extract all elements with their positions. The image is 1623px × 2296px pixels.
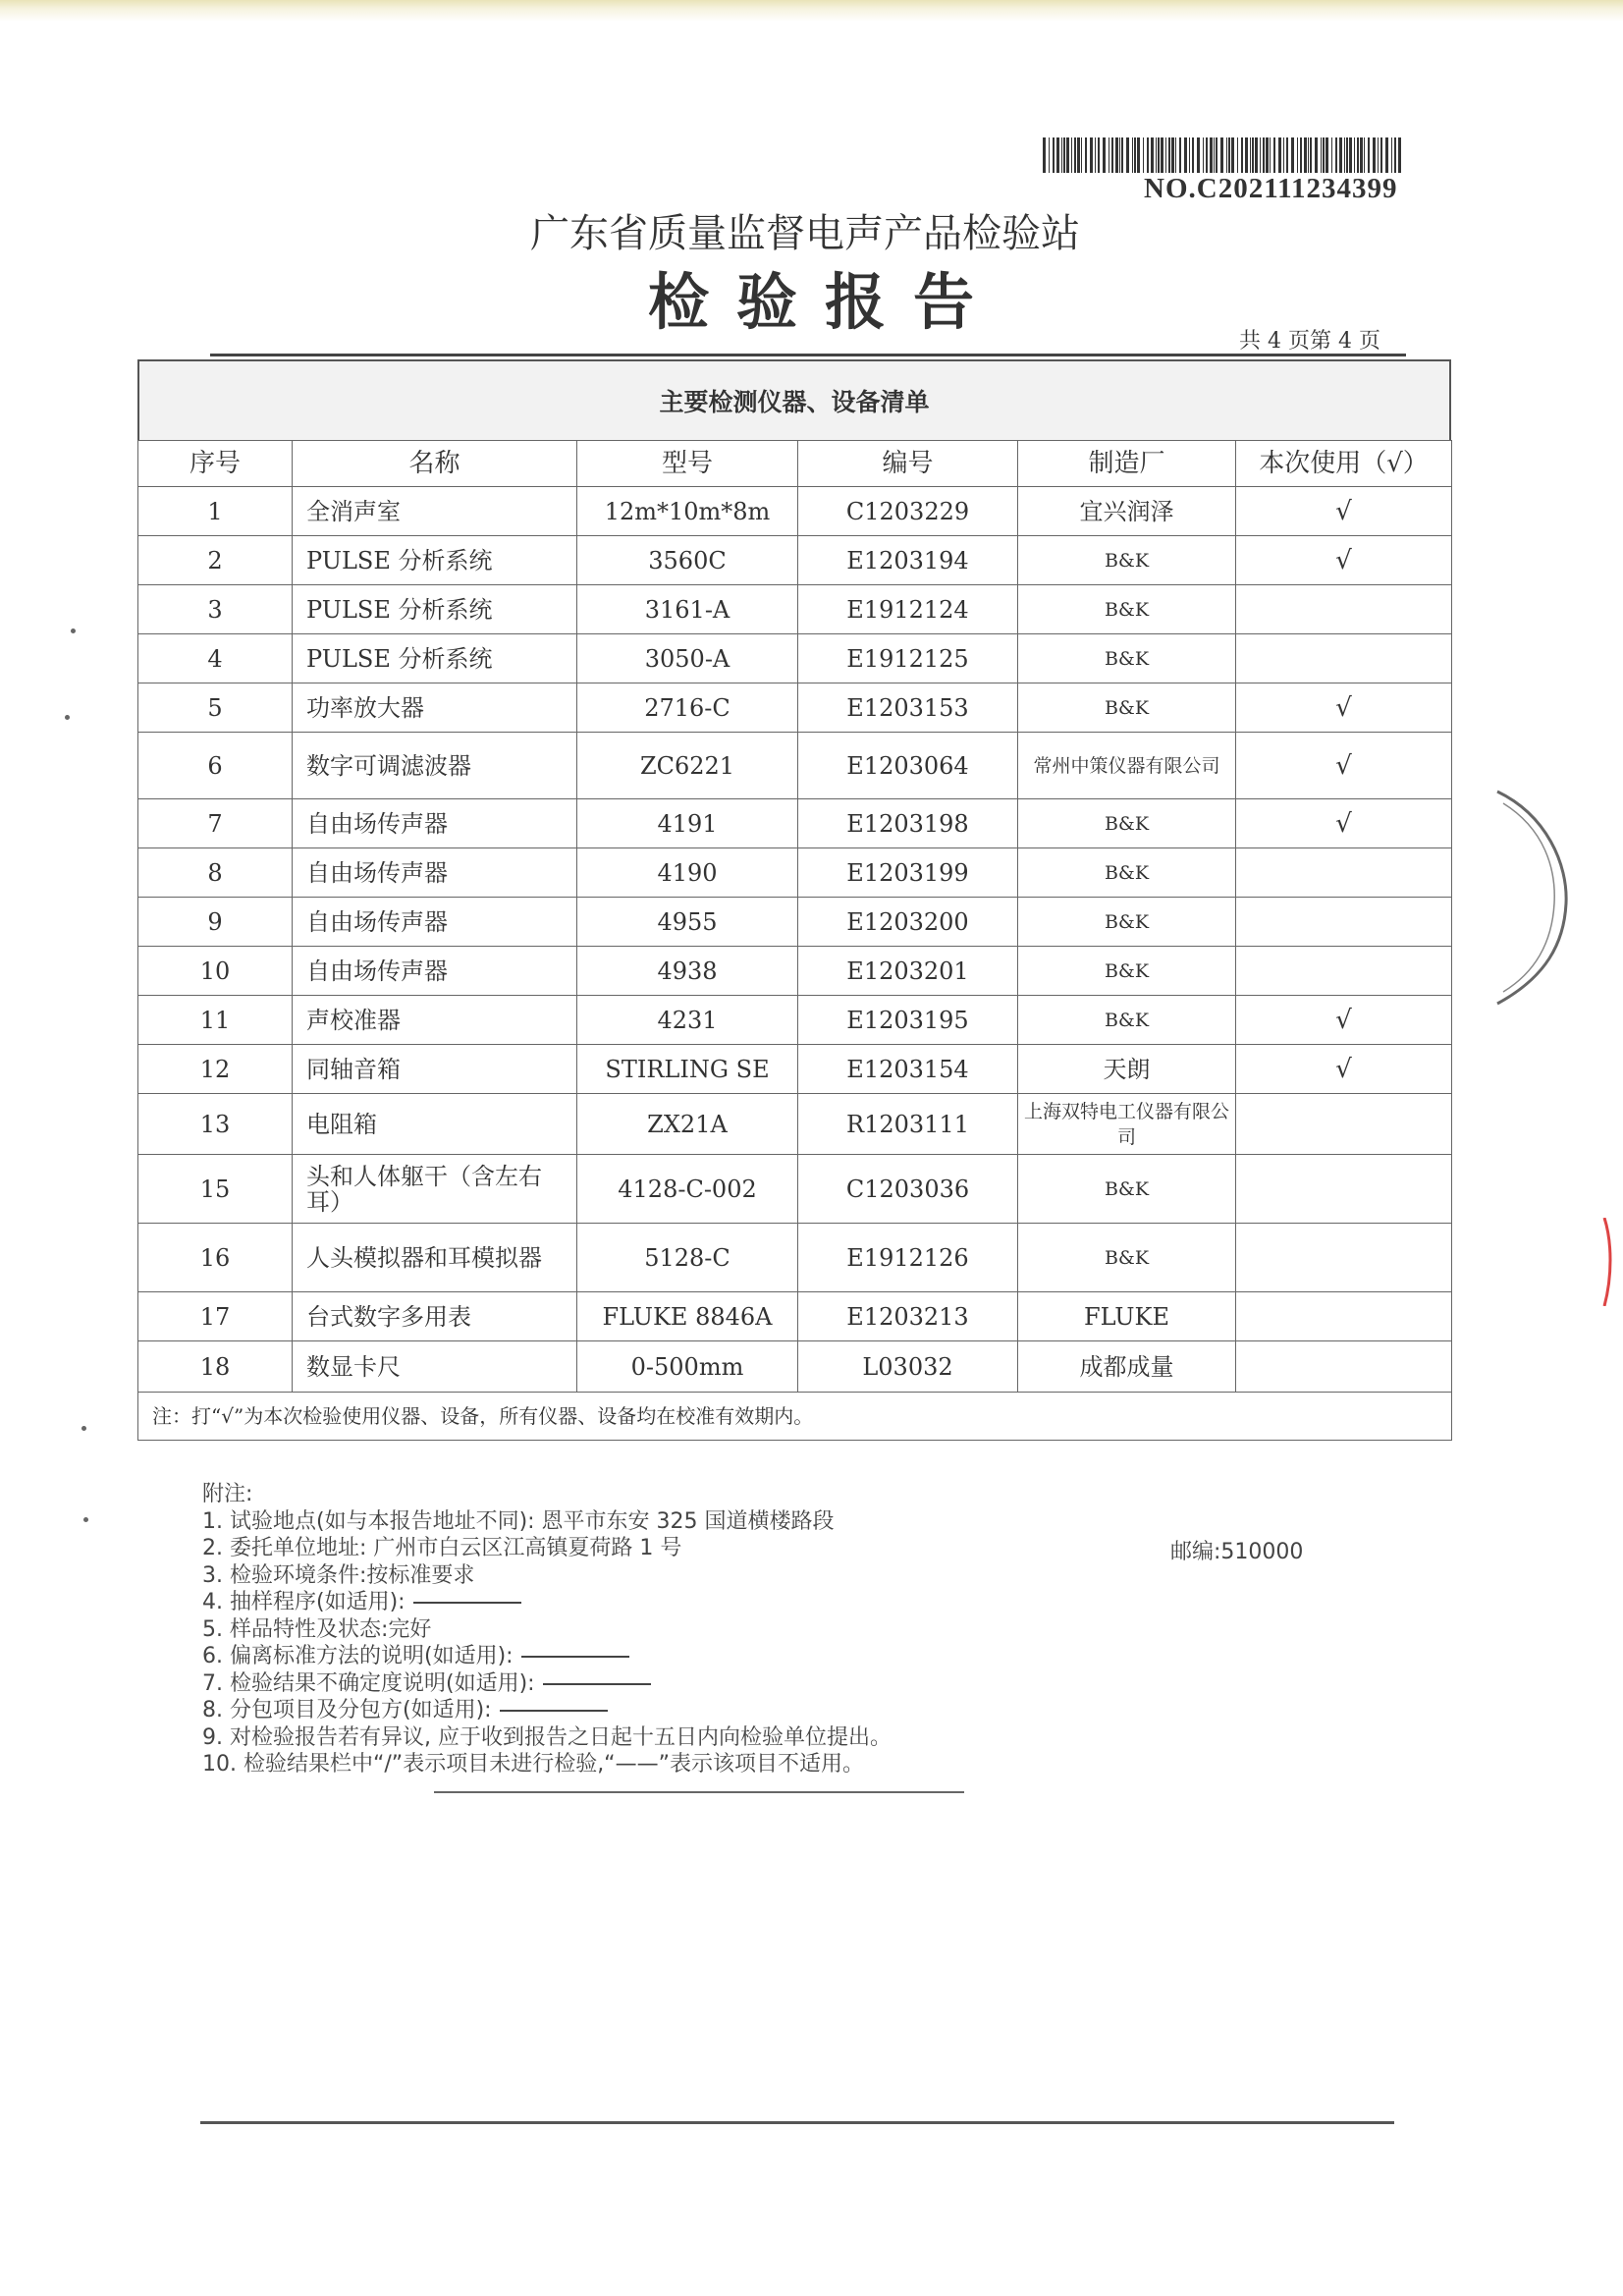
serial-number: E1203153 (798, 683, 1018, 733)
serial-number: R1203111 (798, 1094, 1018, 1155)
table-row (138, 1224, 1452, 1292)
barcode-bar (1049, 137, 1050, 173)
equipment-name: 人头模拟器和耳模拟器 (293, 1224, 577, 1292)
blank-dash (500, 1710, 608, 1712)
barcode-bar (1266, 137, 1269, 173)
manufacturer: B&K (1018, 536, 1236, 585)
equipment-name: 同轴音箱 (293, 1045, 577, 1094)
barcode-bar (1165, 137, 1166, 173)
equipment-name: 功率放大器 (293, 683, 577, 733)
barcode-bar (1179, 137, 1181, 173)
row-index: 15 (138, 1155, 293, 1224)
table-note-row (138, 1393, 1452, 1441)
barcode-bar (1192, 137, 1194, 173)
model: 3161-A (577, 585, 798, 634)
barcode-bar (1203, 137, 1204, 173)
barcode-bar (1158, 137, 1160, 173)
bottom-rule (200, 2121, 1394, 2124)
barcode-bar (1260, 137, 1261, 173)
barcode-bar (1214, 137, 1215, 173)
row-index: 17 (138, 1292, 293, 1341)
equipment-name: PULSE 分析系统 (293, 536, 577, 585)
barcode-bar (1220, 137, 1223, 173)
used-check (1236, 1224, 1452, 1292)
barcode-bar (1143, 137, 1144, 173)
barcode-bar (1291, 137, 1294, 173)
barcode-bar (1354, 137, 1355, 173)
manufacturer: 宜兴润泽 (1018, 487, 1236, 536)
barcode-bar (1304, 137, 1307, 173)
barcode-bar (1134, 137, 1136, 173)
row-index: 12 (138, 1045, 293, 1094)
row-index: 16 (138, 1224, 293, 1292)
note-item-with-dash (202, 1697, 892, 1724)
barcode-bar (1360, 137, 1363, 173)
equipment-name: 自由场传声器 (293, 848, 577, 898)
used-check: √ (1236, 996, 1452, 1045)
used-check: √ (1236, 683, 1452, 733)
used-check: √ (1236, 487, 1452, 536)
column-header: 制造厂 (1018, 441, 1236, 487)
column-header: 序号 (138, 441, 293, 487)
model: 4191 (577, 799, 798, 848)
equipment-name: 台式数字多用表 (293, 1292, 577, 1341)
barcode-bar (1151, 137, 1154, 173)
equipment-name: 自由场传声器 (293, 898, 577, 947)
barcode-bar (1216, 137, 1217, 173)
barcode-bar (1231, 137, 1234, 173)
barcode-bar (1391, 137, 1392, 173)
barcode-bar (1063, 137, 1065, 173)
barcode-bar (1095, 137, 1096, 173)
model: 2716-C (577, 683, 798, 733)
table-row (138, 1292, 1452, 1341)
barcode-bar (1364, 137, 1365, 173)
model: 3560C (577, 536, 798, 585)
barcode-bar (1077, 137, 1080, 173)
barcode-bar (1373, 137, 1376, 173)
barcode-bar (1226, 137, 1227, 173)
manufacturer: B&K (1018, 1155, 1236, 1224)
column-header: 本次使用（√） (1236, 441, 1452, 487)
table-row (138, 536, 1452, 585)
manufacturer: 成都成量 (1018, 1341, 1236, 1393)
scan-speck (65, 715, 70, 720)
model: FLUKE 8846A (577, 1292, 798, 1341)
used-check (1236, 848, 1452, 898)
barcode-bar (1394, 137, 1396, 173)
barcode-bar (1339, 137, 1342, 173)
note-item: 9. 对检验报告若有异议, 应于收到报告之日起十五日内向检验单位提出。 (202, 1724, 892, 1750)
row-index: 5 (138, 683, 293, 733)
row-index: 13 (138, 1094, 293, 1155)
manufacturer: B&K (1018, 947, 1236, 996)
barcode-bar (1368, 137, 1370, 173)
barcode-bar (1323, 137, 1325, 173)
row-index: 9 (138, 898, 293, 947)
barcode-bar (1325, 137, 1328, 173)
barcode-bar (1357, 137, 1359, 173)
barcode-bar (1310, 137, 1312, 173)
barcode-bar (1081, 137, 1082, 173)
barcode-bar (1161, 137, 1163, 173)
equipment-name: 声校准器 (293, 996, 577, 1045)
used-check (1236, 585, 1452, 634)
row-index: 10 (138, 947, 293, 996)
note-item: 5. 样品特性及状态:完好 (202, 1616, 432, 1642)
barcode-bar (1103, 137, 1106, 173)
serial-number: C1203229 (798, 487, 1018, 536)
model: 5128-C (577, 1224, 798, 1292)
used-check: √ (1236, 799, 1452, 848)
barcode-bar (1056, 137, 1059, 173)
barcode-bar (1315, 137, 1318, 173)
barcode-bar (1331, 137, 1332, 173)
manufacturer: B&K (1018, 1224, 1236, 1292)
serial-number: C1203036 (798, 1155, 1018, 1224)
scan-speck (71, 629, 76, 633)
row-index: 8 (138, 848, 293, 898)
barcode-bar (1308, 137, 1309, 173)
serial-number: E1203198 (798, 799, 1018, 848)
note-item: 2. 委托单位地址: 广州市白云区江高镇夏荷路 1 号 (202, 1536, 682, 1560)
table-row (138, 947, 1452, 996)
barcode-bar (1197, 137, 1200, 173)
barcode-bar (1074, 137, 1076, 173)
row-index: 3 (138, 585, 293, 634)
barcode-bar (1321, 137, 1322, 173)
barcode-bar (1380, 137, 1382, 173)
serial-number: E1203200 (798, 898, 1018, 947)
barcode-bar (1098, 137, 1100, 173)
red-stamp-edge (1602, 1218, 1614, 1306)
barcode-bar (1273, 137, 1275, 173)
manufacturer: 上海双特电工仪器有限公司 (1018, 1094, 1236, 1155)
barcode-bar (1184, 137, 1187, 173)
barcode-bar (1245, 137, 1248, 173)
scan-speck (81, 1426, 86, 1431)
equipment-table (137, 359, 1451, 1441)
model: 0-500mm (577, 1341, 798, 1393)
table-row (138, 1045, 1452, 1094)
postcode: 邮编:510000 (1170, 1540, 1304, 1564)
column-header: 编号 (798, 441, 1018, 487)
blank-dash (521, 1656, 629, 1658)
table-title: 主要检测仪器、设备清单 (137, 359, 1451, 440)
serial-number: E1203154 (798, 1045, 1018, 1094)
manufacturer: B&K (1018, 634, 1236, 683)
barcode-bar (1147, 137, 1149, 173)
row-index: 18 (138, 1341, 293, 1393)
manufacturer: FLUKE (1018, 1292, 1236, 1341)
serial-number: L03032 (798, 1341, 1018, 1393)
barcode-bar (1061, 137, 1062, 173)
barcode-bar (1228, 137, 1230, 173)
model: 3050-A (577, 634, 798, 683)
barcode-bar (1241, 137, 1243, 173)
barcode-bar (1250, 137, 1251, 173)
note-item: 4. 抽样程序(如适用): (202, 1590, 406, 1614)
model: ZC6221 (577, 733, 798, 799)
row-index: 6 (138, 733, 293, 799)
report-number: NO.C202111234399 (1144, 173, 1398, 204)
barcode-bar (1255, 137, 1258, 173)
model: ZX21A (577, 1094, 798, 1155)
note-item-with-dash (202, 1670, 892, 1698)
barcode-bar (1278, 137, 1281, 173)
serial-number: E1203201 (798, 947, 1018, 996)
model: 4955 (577, 898, 798, 947)
note-item-with-dash (202, 1643, 892, 1670)
seal-stamp-fragment (1478, 786, 1586, 1011)
barcode-bar (1090, 137, 1093, 173)
notes-heading: 附注: (202, 1482, 253, 1506)
table-row (138, 683, 1452, 733)
note-item: 10. 检验结果栏中“/”表示项目未进行检验,“——”表示该项目不适用。 (202, 1752, 864, 1777)
manufacturer: B&K (1018, 683, 1236, 733)
used-check (1236, 947, 1452, 996)
serial-number: E1203195 (798, 996, 1018, 1045)
serial-number: E1203199 (798, 848, 1018, 898)
serial-number: E1912124 (798, 585, 1018, 634)
barcode-bar (1121, 137, 1123, 173)
blank-dash (543, 1683, 651, 1685)
equipment-name: 自由场传声器 (293, 947, 577, 996)
table-row (138, 799, 1452, 848)
barcode-bar (1252, 137, 1254, 173)
barcode-bar (1346, 137, 1348, 173)
barcode-bar (1300, 137, 1302, 173)
barcode-bar (1189, 137, 1190, 173)
barcode-bar (1210, 137, 1213, 173)
used-check (1236, 898, 1452, 947)
end-rule (434, 1791, 964, 1793)
note-item: 3. 检验环境条件:按标准要求 (202, 1562, 475, 1588)
serial-number: E1912125 (798, 634, 1018, 683)
manufacturer: B&K (1018, 996, 1236, 1045)
barcode-bar (1263, 137, 1265, 173)
model: 4938 (577, 947, 798, 996)
barcode (1043, 137, 1406, 173)
equipment-name: PULSE 分析系统 (293, 585, 577, 634)
serial-number: E1912126 (798, 1224, 1018, 1292)
equipment-name: 自由场传声器 (293, 799, 577, 848)
row-index: 1 (138, 487, 293, 536)
barcode-bar (1398, 137, 1401, 173)
note-item: 7. 检验结果不确定度说明(如适用): (202, 1670, 535, 1696)
barcode-bar (1053, 137, 1055, 173)
used-check (1236, 634, 1452, 683)
table-row (138, 487, 1452, 536)
page-info: 共 4 页第 4 页 (1239, 329, 1380, 354)
notes-section (202, 1481, 892, 1778)
barcode-bar (1286, 137, 1288, 173)
used-check (1236, 1292, 1452, 1341)
equipment-name: 头和人体躯干（含左右耳） (293, 1155, 577, 1224)
table-row (138, 898, 1452, 947)
serial-number: E1203213 (798, 1292, 1018, 1341)
used-check: √ (1236, 1045, 1452, 1094)
barcode-bar (1156, 137, 1157, 173)
barcode-bar (1349, 137, 1352, 173)
manufacturer: B&K (1018, 848, 1236, 898)
table-row (138, 848, 1452, 898)
used-check: √ (1236, 733, 1452, 799)
model: 4231 (577, 996, 798, 1045)
table-note: 注：打“√”为本次检验使用仪器、设备，所有仪器、设备均在校准有效期内。 (138, 1393, 1452, 1441)
manufacturer: B&K (1018, 585, 1236, 634)
serial-number: E1203194 (798, 536, 1018, 585)
note-item-with-dash (202, 1589, 892, 1616)
barcode-bar (1171, 137, 1174, 173)
equipment-name: PULSE 分析系统 (293, 634, 577, 683)
barcode-bar (1297, 137, 1298, 173)
table-row (138, 733, 1452, 799)
used-check: √ (1236, 536, 1452, 585)
manufacturer: 常州中策仪器有限公司 (1018, 733, 1236, 799)
manufacturer: B&K (1018, 799, 1236, 848)
page-top-edge (0, 0, 1623, 22)
table-row (138, 1094, 1452, 1155)
barcode-bar (1071, 137, 1072, 173)
used-check (1236, 1094, 1452, 1155)
row-index: 2 (138, 536, 293, 585)
blank-dash (413, 1602, 521, 1604)
serial-number: E1203064 (798, 733, 1018, 799)
barcode-bar (1085, 137, 1087, 173)
equipment-name: 数显卡尺 (293, 1341, 577, 1393)
table-row (138, 1155, 1452, 1224)
barcode-bar (1283, 137, 1284, 173)
row-index: 7 (138, 799, 293, 848)
model: 12m*10m*8m (577, 487, 798, 536)
barcode-bar (1111, 137, 1113, 173)
barcode-bar (1137, 137, 1140, 173)
barcode-bar (1335, 137, 1337, 173)
table-row (138, 634, 1452, 683)
note-item: 8. 分包项目及分包方(如适用): (202, 1698, 492, 1722)
scan-speck (83, 1517, 88, 1522)
report-title: 检验报告 (648, 266, 1002, 338)
model: 4128-C-002 (577, 1155, 798, 1224)
barcode-bar (1115, 137, 1118, 173)
manufacturer: B&K (1018, 898, 1236, 947)
table-row (138, 1341, 1452, 1393)
row-index: 4 (138, 634, 293, 683)
title-rule (210, 354, 1406, 356)
barcode-bar (1043, 137, 1046, 173)
equipment-name: 电阻箱 (293, 1094, 577, 1155)
barcode-bar (1066, 137, 1069, 173)
used-check (1236, 1341, 1452, 1393)
column-header: 型号 (577, 441, 798, 487)
barcode-bar (1126, 137, 1129, 173)
barcode-bar (1132, 137, 1133, 173)
note-item: 6. 偏离标准方法的说明(如适用): (202, 1644, 514, 1668)
barcode-bar (1385, 137, 1388, 173)
model: 4190 (577, 848, 798, 898)
table-header-row (138, 441, 1452, 487)
used-check (1236, 1155, 1452, 1224)
barcode-bar (1237, 137, 1238, 173)
column-header: 名称 (293, 441, 577, 487)
table-row (138, 585, 1452, 634)
equipment-name: 数字可调滤波器 (293, 733, 577, 799)
barcode-bar (1168, 137, 1170, 173)
manufacturer: 天朗 (1018, 1045, 1236, 1094)
barcode-bar (1206, 137, 1208, 173)
barcode-bar (1119, 137, 1120, 173)
table-row (138, 996, 1452, 1045)
row-index: 11 (138, 996, 293, 1045)
note-item: 1. 试验地点(如与本报告地址不同): 恩平市东安 325 国道横楼路段 (202, 1508, 835, 1534)
model: STIRLING SE (577, 1045, 798, 1094)
barcode-bar (1344, 137, 1345, 173)
barcode-bar (1270, 137, 1271, 173)
equipment-name: 全消声室 (293, 487, 577, 536)
barcode-bar (1378, 137, 1379, 173)
barcode-bar (1175, 137, 1176, 173)
